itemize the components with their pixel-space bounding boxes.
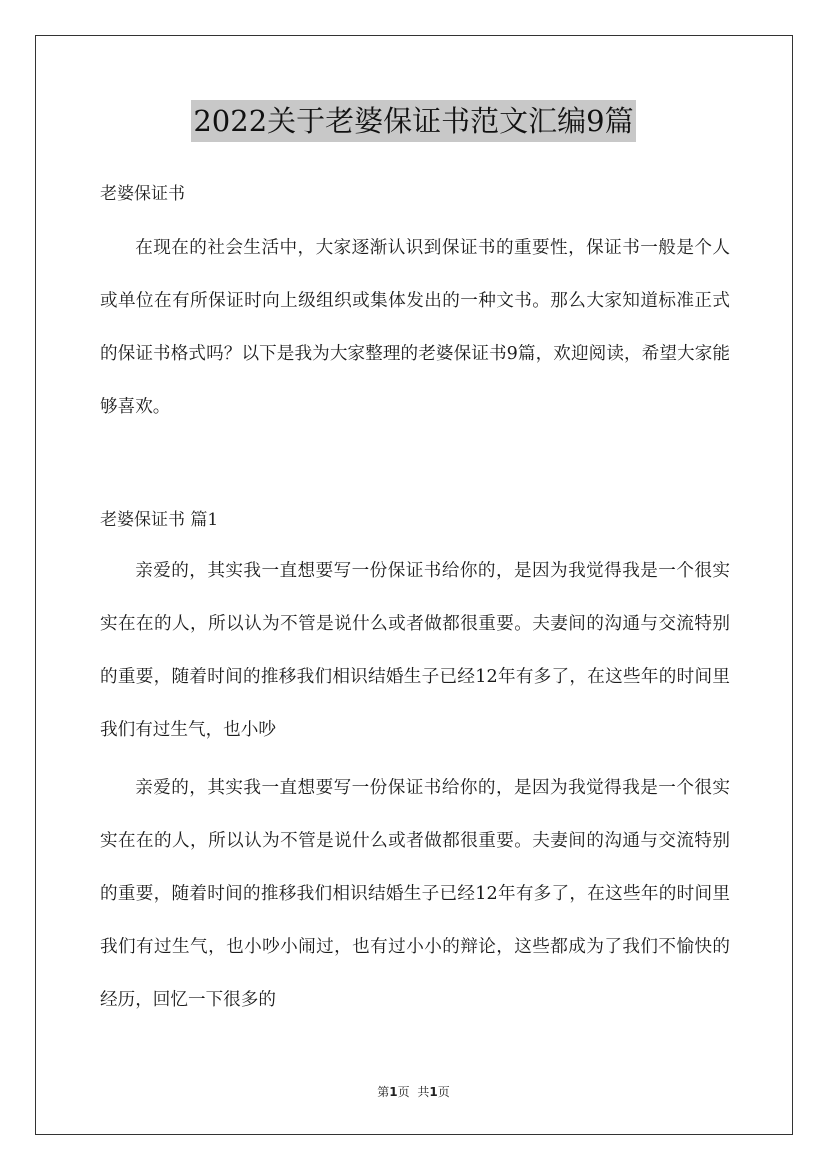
footer-total-prefix: 共	[417, 1085, 430, 1099]
footer-page-number: 1	[389, 1085, 398, 1099]
footer-page-prefix: 第	[377, 1085, 390, 1099]
intro-paragraph: 在现在的社会生活中，大家逐渐认识到保证书的重要性，保证书一般是个人或单位在有所保证时向上级组织或集体发出的一种文书。那么大家知道标准正式的保证书格式吗？以下是我为大家整理的老婆保证书9篇，欢迎阅读，希望大家能够喜欢。	[100, 238, 730, 417]
title-container	[0, 100, 827, 142]
footer-page-suffix: 页	[397, 1085, 410, 1099]
body-paragraph-2: 亲爱的，其实我一直想要写一份保证书给你的，是因为我觉得我是一个很实实在在的人，所以认为不管是说什么或者做都很重要。夫妻间的沟通与交流特别的重要，随着时间的推移我们相识结婚生子已经12年有多了，在这些年的时间里我们有过生气，也小吵小闹过，也有过小小的辩论，这些都成为了我们不愉快的经历，回忆一下很多的	[100, 778, 730, 1010]
body-paragraph-1: 亲爱的，其实我一直想要写一份保证书给你的，是因为我觉得我是一个很实实在在的人，所以认为不管是说什么或者做都很重要。夫妻间的沟通与交流特别的重要，随着时间的推移我们相识结婚生子已经12年有多了，在这些年的时间里我们有过生气，也小吵	[100, 561, 730, 740]
document-title: 2022关于老婆保证书范文汇编9篇	[191, 100, 635, 142]
page-footer	[0, 1083, 827, 1100]
footer-total-number: 1	[429, 1085, 438, 1099]
section-heading: 老婆保证书	[100, 184, 185, 204]
article-heading: 老婆保证书 篇1	[100, 510, 219, 530]
footer-total-suffix: 页	[437, 1085, 450, 1099]
